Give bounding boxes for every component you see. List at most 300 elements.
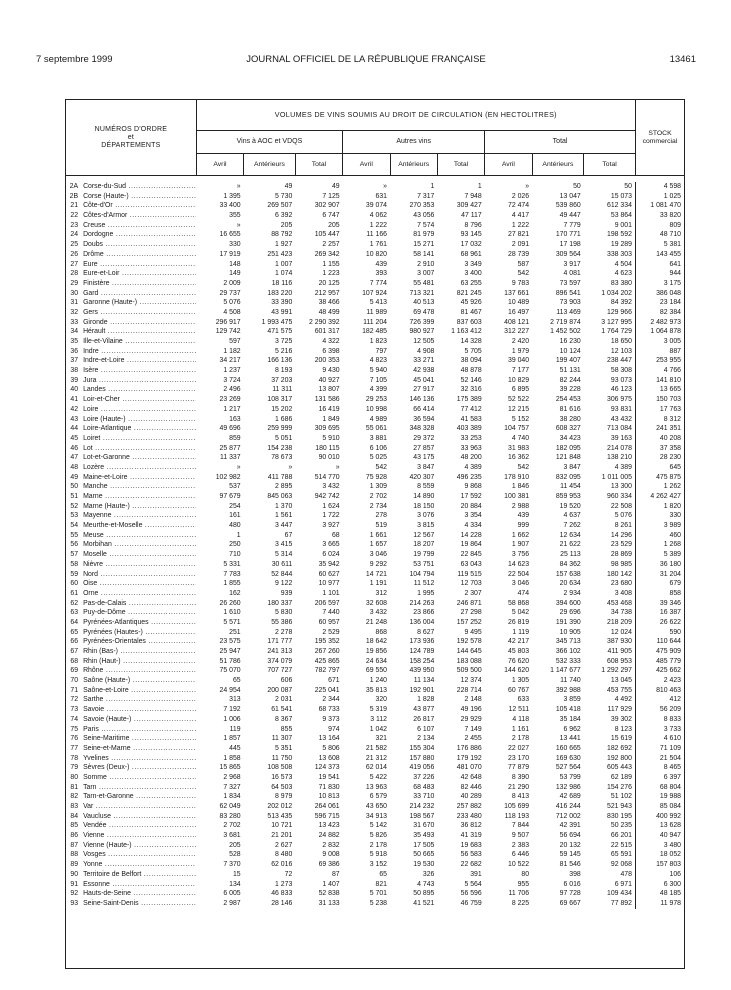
total-total: 129 966: [607, 308, 632, 316]
autres-total: 5 705: [464, 347, 482, 355]
dept-name-label: Doubs .....: [83, 240, 196, 250]
aoc-avril: 1: [236, 531, 241, 539]
dept-name-label: Loire-Atlantique .....: [83, 424, 196, 434]
aoc-total: 9 008: [322, 851, 340, 859]
stock-commercial: 85 084: [635, 802, 684, 812]
dept-name: [81, 802, 196, 812]
autres-avril: 55 061: [365, 425, 387, 433]
stock-commercial: 810 463: [635, 686, 684, 696]
stock-commercial: 412: [635, 695, 684, 705]
autres-total: 29 929: [460, 715, 482, 723]
autres-anterieurs: 4 743: [417, 880, 435, 888]
col-total: Total: [437, 154, 484, 176]
stock-commercial: 2 423: [635, 676, 684, 686]
dept-number: 58: [70, 560, 79, 568]
autres-total: 63 255: [460, 279, 482, 287]
aoc-anterieurs: 2 895: [275, 483, 293, 491]
total-avril: 12 511: [508, 706, 530, 714]
stock-commercial: 3 005: [635, 337, 684, 347]
aoc-avril: »: [236, 183, 241, 190]
stock-commercial: 28 230: [635, 453, 684, 463]
autres-total: 82 446: [460, 783, 482, 791]
aoc-total: 671: [328, 677, 340, 685]
total-anterieurs: 7 262: [563, 522, 581, 530]
table-row: [66, 347, 684, 357]
table-row: [66, 376, 684, 386]
aoc-avril: 6 005: [223, 890, 241, 898]
dept-name-label: Saône (Haute-) .....: [83, 676, 196, 686]
autres-avril: 393: [375, 270, 387, 278]
dept-name-label: Isère .....: [83, 366, 196, 376]
dept-name: [81, 279, 196, 289]
dept-header: NUMÉROS D'ORDRE et DÉPARTEMENTS: [66, 100, 196, 176]
dept-name-label: Territoire de Belfort .....: [83, 870, 196, 880]
aoc-total: 6 398: [322, 347, 340, 355]
aoc-avril: »: [236, 463, 241, 471]
aoc-total: 9 373: [322, 715, 340, 723]
stock-commercial: 4 610: [635, 734, 684, 744]
stock-commercial: 1 262: [635, 482, 684, 492]
stock-commercial: 253 955: [635, 356, 684, 366]
total-total: 93 831: [610, 405, 632, 413]
aoc-avril: 480: [229, 522, 241, 530]
total-anterieurs: 394 600: [555, 599, 581, 607]
total-anterieurs: 59 145: [559, 851, 581, 859]
aoc-anterieurs: 88 792: [271, 231, 293, 239]
dept-name-label: Lot .....: [83, 444, 196, 454]
dept-name-label: Rhône .....: [83, 666, 196, 676]
total-anterieurs: 42 391: [559, 822, 581, 830]
aoc-anterieurs: 513 435: [267, 812, 293, 820]
table-row: [66, 211, 684, 221]
dept-name-label: Moselle .....: [83, 550, 196, 560]
dept-number: 28: [70, 270, 79, 278]
aoc-anterieurs: 2 031: [275, 696, 293, 704]
total-avril: 1 846: [511, 483, 530, 491]
aoc-avril: 62 049: [219, 803, 241, 810]
autres-anterieurs: 17 505: [413, 841, 435, 849]
aoc-avril: 134: [229, 880, 241, 888]
stock-commercial: 460: [635, 531, 684, 541]
table-row: [66, 279, 684, 289]
total-avril: 2 988: [511, 502, 530, 510]
autres-total: 46 759: [460, 899, 482, 907]
dept-number: 65: [70, 628, 79, 636]
aoc-anterieurs: 11 750: [271, 754, 293, 762]
total-total: 478: [620, 870, 632, 878]
aoc-total: 974: [328, 725, 340, 733]
dept-name: [81, 221, 196, 231]
dept-number: 69: [70, 667, 79, 675]
autres-total: 77 412: [460, 405, 482, 413]
total-anterieurs: 34 423: [559, 434, 581, 442]
total-avril: 104 757: [504, 425, 530, 433]
aoc-total: 105 447: [314, 231, 340, 239]
autres-anterieurs: 29 372: [413, 434, 435, 442]
table-row: [66, 579, 684, 589]
dept-number: 55: [70, 531, 79, 539]
dept-name-label: Vendée .....: [83, 821, 196, 831]
wine-volume-table: [65, 99, 685, 969]
aoc-anterieurs: 251 423: [267, 250, 293, 258]
dept-name: [81, 560, 196, 570]
total-anterieurs: 105 418: [555, 706, 581, 714]
total-anterieurs: 345 713: [555, 638, 581, 646]
autres-total: 45 926: [460, 299, 482, 307]
total-anterieurs: 38 280: [559, 415, 581, 423]
aoc-anterieurs: 171 777: [267, 638, 293, 646]
aoc-avril: 597: [229, 338, 241, 345]
aoc-anterieurs: 845 063: [267, 493, 293, 500]
stock-commercial: 48 185: [635, 889, 684, 899]
autres-anterieurs: 8 627: [417, 628, 435, 636]
table-row: [66, 647, 684, 657]
aoc-total: 124 373: [314, 764, 340, 772]
autres-avril: 5 918: [369, 851, 387, 859]
col-anterieurs: Antérieurs: [532, 154, 584, 176]
aoc-anterieurs: 3 447: [275, 522, 293, 530]
total-total: 50 235: [610, 822, 632, 830]
total-total: 830 195: [607, 812, 632, 820]
autres-total: 14 228: [460, 531, 482, 539]
dept-name: [81, 192, 196, 202]
stock-commercial: 241 351: [635, 424, 684, 434]
autres-avril: 821: [375, 880, 387, 888]
aoc-anterieurs: 15 202: [271, 405, 293, 413]
autres-anterieurs: 104 794: [409, 570, 435, 578]
autres-anterieurs: 157 880: [409, 754, 435, 762]
stock-commercial: 3 480: [635, 841, 684, 851]
aoc-anterieurs: 471 575: [267, 328, 293, 336]
dept-number: 81: [70, 783, 79, 791]
dept-name: [81, 637, 196, 647]
aoc-anterieurs: 1 007: [275, 260, 293, 268]
autres-total: 12 374: [460, 677, 482, 685]
dept-name-label: Tarn .....: [83, 783, 196, 793]
aoc-total: 13 164: [318, 735, 340, 743]
autres-anterieurs: 40 513: [413, 299, 435, 307]
total-total: 50: [624, 183, 632, 190]
total-avril: 10 522: [508, 861, 530, 869]
total-anterieurs: 13 047: [559, 192, 581, 200]
autres-anterieurs: 158 254: [409, 657, 435, 665]
total-avril: 4 740: [511, 434, 530, 442]
aoc-anterieurs: 64 503: [271, 783, 293, 791]
total-anterieurs: 20 132: [559, 841, 581, 849]
dept-name: [81, 424, 196, 434]
dept-name-label: Nièvre .....: [83, 560, 196, 570]
total-avril: 1 161: [511, 725, 530, 733]
total-anterieurs: 366 102: [555, 648, 581, 655]
aoc-anterieurs: 269 507: [267, 202, 293, 210]
total-anterieurs: 49 447: [559, 212, 581, 220]
total-total: 83 380: [610, 279, 632, 287]
aoc-avril: 205: [229, 841, 241, 849]
dept-number: 76: [70, 735, 79, 743]
stock-commercial: 106: [635, 870, 684, 880]
total-avril: 8 225: [511, 899, 530, 907]
table-row: [66, 560, 684, 570]
stock-commercial: 485 779: [635, 657, 684, 667]
aoc-avril: 1 610: [223, 609, 241, 617]
autres-total: 19 683: [460, 841, 482, 849]
dept-name-label: Saône-et-Loire .....: [83, 686, 196, 696]
aoc-anterieurs: 202 012: [267, 803, 293, 810]
aoc-anterieurs: 1 273: [275, 880, 293, 888]
table-row: [66, 240, 684, 250]
aoc-anterieurs: 8 367: [275, 715, 293, 723]
autres-avril: 3 112: [370, 715, 387, 723]
dept-number: 63: [70, 609, 79, 617]
aoc-avril: 15: [232, 870, 241, 878]
total-anterieurs: 10 124: [559, 347, 581, 355]
dept-number: 2A: [69, 183, 79, 190]
aoc-anterieurs: 21 201: [271, 832, 293, 840]
autres-total: 40 289: [460, 793, 482, 801]
stock-commercial: 68 804: [635, 783, 684, 793]
total-avril: 39 040: [508, 357, 530, 365]
total-avril: 1 979: [511, 347, 530, 355]
aoc-avril: »: [236, 221, 241, 229]
total-anterieurs: 82 244: [559, 376, 581, 384]
dept-name: [81, 725, 196, 735]
table-row: [66, 395, 684, 405]
aoc-total: 38 466: [318, 299, 340, 307]
stock-commercial: 590: [635, 628, 684, 638]
autres-avril: 24 634: [365, 657, 387, 665]
aoc-avril: 3 681: [223, 832, 241, 840]
aoc-avril: 445: [229, 744, 241, 752]
dept-name: [81, 657, 196, 667]
autres-anterieurs: 33 710: [413, 793, 435, 801]
aoc-anterieurs: 1 561: [275, 512, 293, 520]
autres-total: 17 032: [460, 241, 482, 249]
dept-name-label: Vaucluse .....: [83, 812, 196, 822]
dept-name: [81, 298, 196, 308]
issue-date: 7 septembre 1999: [36, 54, 113, 65]
autres-total: 22 845: [460, 551, 482, 559]
table-row: [66, 473, 684, 483]
aoc-anterieurs: 5 216: [275, 347, 293, 355]
stock-commercial: 809: [635, 221, 684, 231]
total-anterieurs: 69 667: [559, 899, 581, 907]
dept-number: 84: [70, 812, 79, 820]
dept-name: [81, 289, 196, 299]
autres-avril: 4 989: [369, 415, 387, 423]
autres-avril: 1 761: [369, 241, 387, 249]
total-total: 521 943: [607, 803, 632, 810]
aoc-avril: 7 192: [223, 706, 241, 714]
aoc-anterieurs: 5 051: [275, 434, 293, 442]
total-anterieurs: 10 905: [559, 628, 581, 636]
table-row: [66, 415, 684, 425]
total-avril: 955: [517, 880, 530, 888]
dept-number: 52: [70, 502, 79, 510]
dept-name-label: Drôme .....: [83, 250, 196, 260]
aoc-total: 425 865: [314, 657, 340, 665]
autres-avril: 439: [375, 260, 387, 268]
total-total: 960 334: [607, 493, 632, 500]
aoc-avril: 33 400: [219, 202, 241, 210]
autres-avril: 1 191: [369, 580, 387, 588]
aoc-total: 60 627: [318, 570, 340, 578]
stock-commercial: 36 180: [635, 560, 684, 570]
aoc-avril: 149: [229, 270, 241, 278]
dept-number: 21: [70, 202, 79, 210]
dept-name-label: Yvelines .....: [83, 754, 196, 764]
dept-number: 2B: [69, 192, 79, 200]
autres-avril: 35 813: [365, 686, 387, 694]
total-avril: 10 829: [508, 376, 530, 384]
autres-total: 7 948: [464, 192, 482, 200]
autres-total: 33 253: [460, 434, 482, 442]
total-total: 138 210: [607, 454, 632, 462]
total-anterieurs: 2 719 874: [550, 318, 581, 326]
aoc-avril: 537: [229, 483, 241, 491]
dept-name-label: Seine-Saint-Denis .....: [83, 899, 196, 909]
total-anterieurs: 50: [573, 183, 581, 190]
stock-commercial: 386 048: [635, 289, 684, 299]
table-row: [66, 511, 684, 521]
dept-name: [81, 686, 196, 696]
total-total: 19 289: [610, 241, 632, 249]
autres-avril: 10 820: [365, 250, 387, 258]
autres-total: 4 334: [464, 522, 482, 530]
aoc-avril: 25 877: [219, 444, 241, 452]
aoc-total: 195 352: [314, 638, 340, 646]
aoc-avril: 2 987: [223, 899, 241, 907]
dept-number: 93: [70, 899, 79, 907]
total-avril: 5 152: [511, 415, 530, 423]
dept-number: 86: [70, 832, 79, 840]
aoc-anterieurs: 855: [280, 725, 293, 733]
total-anterieurs: 20 634: [559, 580, 581, 588]
autres-anterieurs: 37 226: [413, 773, 435, 781]
aoc-anterieurs: 8 193: [275, 367, 293, 375]
table-row: [66, 850, 684, 860]
total-total: 453 468: [607, 599, 632, 607]
autres-anterieurs: 23 866: [413, 609, 435, 617]
total-anterieurs: 254 453: [555, 396, 581, 404]
autres-total: 3 400: [464, 270, 482, 278]
aoc-avril: 163: [229, 415, 241, 423]
autres-avril: 10 998: [365, 405, 387, 413]
aoc-total: 2 529: [322, 628, 340, 636]
dept-number: 74: [70, 715, 79, 723]
stock-commercial: 1 064 878: [635, 327, 684, 337]
dept-name: [81, 250, 196, 260]
aoc-total: 6 747: [322, 212, 340, 220]
total-anterieurs: 6 016: [563, 880, 581, 888]
aoc-total: 2 290 392: [308, 318, 340, 326]
aoc-total: 7 125: [322, 192, 340, 200]
autres-anterieurs: 3 847: [417, 463, 435, 471]
dept-name: [81, 550, 196, 560]
dept-name-label: Oise .....: [83, 579, 196, 589]
autres-avril: 320: [375, 696, 387, 704]
stock-commercial: 11 978: [635, 899, 684, 909]
total-total: 77 892: [610, 899, 632, 907]
dept-name: [81, 502, 196, 512]
total-anterieurs: 859 953: [555, 493, 581, 500]
total-total: 9 001: [614, 221, 632, 229]
dept-name: [81, 318, 196, 328]
aoc-total: 942 742: [314, 493, 340, 500]
total-avril: 52 522: [508, 396, 530, 404]
total-anterieurs: 199 407: [555, 357, 581, 365]
autres-total: 481 070: [456, 764, 482, 772]
table-row: [66, 754, 684, 764]
stock-commercial: 8 465: [635, 763, 684, 773]
aoc-anterieurs: 1 074: [275, 270, 293, 278]
autres-avril: 65: [379, 870, 387, 878]
dept-number: 73: [70, 706, 79, 714]
stock-commercial: 13 665: [635, 385, 684, 395]
total-anterieurs: 4 081: [563, 270, 581, 278]
total-avril: 7 844: [511, 822, 530, 830]
autres-total: 2 455: [464, 735, 482, 743]
autres-avril: 5 025: [369, 454, 387, 462]
aoc-total: 3 927: [322, 522, 340, 530]
aoc-avril: 161: [229, 512, 241, 520]
dept-name: [81, 366, 196, 376]
dept-name-label: Tarn-et-Garonne .....: [83, 792, 196, 802]
dept-number: 59: [70, 570, 79, 578]
autres-anterieurs: 12 505: [413, 338, 435, 345]
dept-name: [81, 376, 196, 386]
total-total: 62 189: [610, 773, 632, 781]
autres-total: 5 564: [464, 880, 482, 888]
dept-name-label: Morbihan .....: [83, 540, 196, 550]
total-total: 4 389: [614, 463, 632, 471]
aoc-anterieurs: 154 238: [267, 444, 293, 452]
aoc-anterieurs: 6 392: [275, 212, 293, 220]
dept-name-label: Var .....: [83, 802, 196, 812]
aoc-anterieurs: 43 991: [271, 308, 293, 316]
stock-commercial: 400 992: [635, 812, 684, 822]
table-row: [66, 870, 684, 880]
autres-anterieurs: 43 877: [413, 706, 435, 714]
table-row: [66, 763, 684, 773]
dept-name-label: Puy-de-Dôme .....: [83, 608, 196, 618]
total-total: 1 034 202: [601, 289, 632, 297]
table-row: [66, 880, 684, 890]
dept-name: [81, 695, 196, 705]
autres-total: 19 864: [460, 541, 482, 549]
autres-anterieurs: 14 890: [413, 493, 435, 500]
total-total: 1 011 005: [601, 473, 632, 481]
dept-name: [81, 356, 196, 366]
dept-name: [81, 405, 196, 415]
total-total: 53 864: [610, 212, 632, 220]
autres-total: 42 648: [460, 773, 482, 781]
aoc-avril: 7 783: [223, 570, 241, 578]
autres-anterieurs: 58 141: [413, 250, 435, 258]
col-anterieurs: Antérieurs: [244, 154, 296, 176]
table-row: [66, 550, 684, 560]
dept-name: [81, 482, 196, 492]
autres-anterieurs: 2 910: [417, 260, 435, 268]
aoc-total: 49: [331, 183, 340, 190]
dept-name: [81, 754, 196, 764]
dept-name: [81, 773, 196, 783]
total-total: 154 276: [607, 783, 632, 791]
autres-total: 20 884: [460, 502, 482, 510]
aoc-total: 2 257: [322, 241, 340, 249]
stock-commercial: 18 052: [635, 850, 684, 860]
dept-name-label: Corse (Haute-) .....: [83, 192, 196, 202]
aoc-anterieurs: 5 351: [275, 744, 293, 752]
